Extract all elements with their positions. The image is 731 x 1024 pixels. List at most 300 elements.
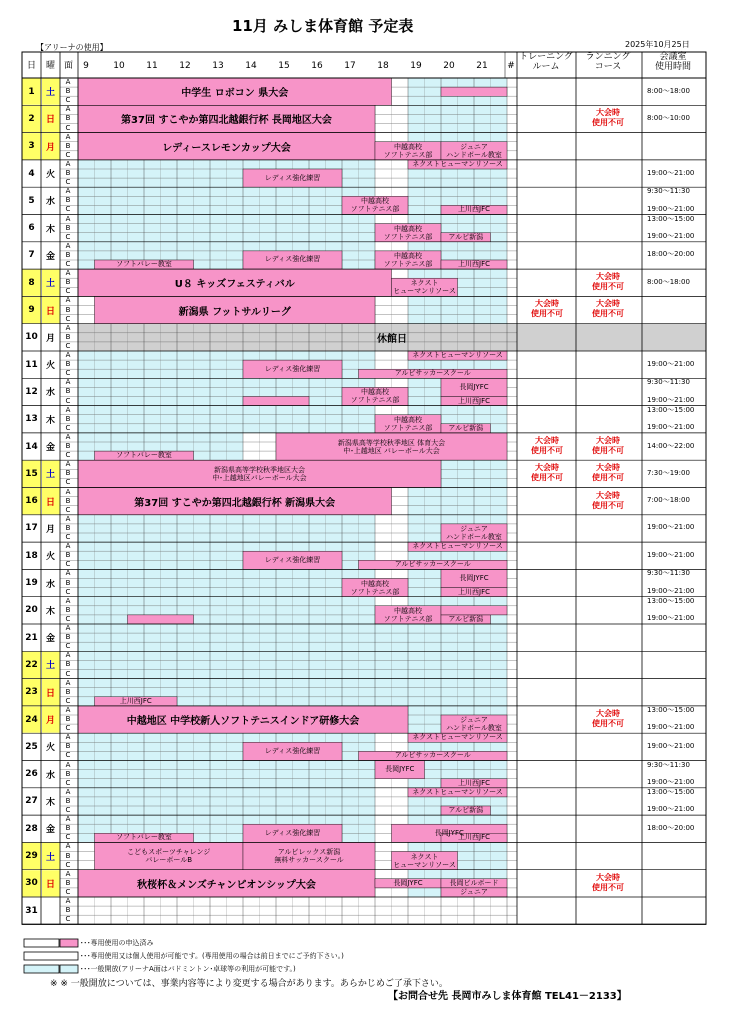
event-bar: レディス強化練習 <box>264 173 321 182</box>
court-label: A <box>65 323 71 332</box>
event-bar-line: ソフトテニス部 <box>383 614 433 623</box>
event-bar <box>95 842 244 869</box>
event-bar-line: ハンドボール教室 <box>446 532 502 541</box>
meeting-room-time: 19:00～21:00 <box>647 523 695 532</box>
court-label: C <box>65 860 71 869</box>
court-label: C <box>65 614 71 623</box>
court-label: B <box>65 442 71 450</box>
hour-label: 19 <box>410 61 422 71</box>
event-bar-line: こどもスポーツチャレンジ <box>127 848 211 857</box>
notice-line: 大会時 <box>596 872 620 882</box>
event-bar <box>375 606 441 624</box>
event-bar: 上川西JFC <box>458 833 490 842</box>
day-number: 13 <box>25 414 38 425</box>
court-label: C <box>65 96 71 105</box>
event-bar-line: ジュニア <box>460 716 488 725</box>
notice-not-available <box>581 873 635 893</box>
court-label: B <box>65 878 71 887</box>
event-bar-line: ソフトテニス部 <box>350 587 400 596</box>
notice-line: 大会時 <box>596 708 620 718</box>
weekday: 木 <box>45 606 55 617</box>
notice-line: 使用不可 <box>531 309 563 319</box>
day-number: 14 <box>25 441 38 452</box>
notice-not-available <box>581 272 635 292</box>
header-meeting-line2: 使用時間 <box>654 62 691 72</box>
meeting-room-time: 13:00～15:00 <box>647 214 695 223</box>
day-number: 27 <box>25 796 38 807</box>
event-bar-line: 中越高校 <box>394 606 422 615</box>
day-number: 1 <box>28 86 35 97</box>
court-label: B <box>65 250 71 259</box>
court-label: A <box>65 241 71 250</box>
event-bar <box>441 524 507 542</box>
event-bar-line: アルビレックス新潟 <box>277 848 341 857</box>
day-number: 16 <box>25 496 38 507</box>
day-number: 25 <box>25 741 38 752</box>
court-label: B <box>65 633 71 642</box>
court-label: A <box>65 378 71 387</box>
court-label: A <box>65 787 71 796</box>
event-bar: 上川西JFC <box>458 587 490 596</box>
court-label: C <box>65 669 71 678</box>
court-label: B <box>65 851 71 860</box>
day-number: 4 <box>28 168 35 179</box>
court-label: A <box>65 214 71 223</box>
event-bar: アルピ新潟 <box>448 614 484 623</box>
event-bar <box>441 715 507 733</box>
header-training-line1: トレーニング <box>519 52 573 62</box>
event-bar <box>78 460 441 487</box>
court-label: C <box>65 478 71 487</box>
court-label: C <box>65 560 71 569</box>
weekday: 金 <box>45 251 55 262</box>
notice-not-available <box>581 436 635 456</box>
court-label: C <box>65 205 71 214</box>
event-bar-line: ヒューマンリソース <box>393 860 456 869</box>
notice-not-available <box>520 463 574 483</box>
event-bar: 第37回 すこやか第四北越銀行杯 新潟県大会 <box>134 497 336 509</box>
court-label: A <box>65 842 71 851</box>
meeting-room-time: 13:00～15:00 <box>647 596 695 605</box>
notice-line: 使用不可 <box>592 309 624 319</box>
event-bar: ネクストヒューマンリソース <box>412 787 503 796</box>
court-label: C <box>65 314 71 323</box>
day-number: 8 <box>28 277 35 288</box>
event-bar-line: 中越高校 <box>394 224 422 233</box>
event-bar: 上川西JFC <box>458 260 490 269</box>
weekday: 火 <box>45 743 55 754</box>
issue-date: 2025年10月25日 <box>625 40 690 49</box>
court-label: C <box>65 887 71 896</box>
court-label: A <box>65 269 71 278</box>
court-label: B <box>65 523 71 532</box>
weekday: 土 <box>45 279 55 290</box>
meeting-room-time: 19:00～21:00 <box>647 231 695 240</box>
event-bar-line: ソフトテニス部 <box>383 150 433 159</box>
court-label: B <box>65 196 71 205</box>
event-bar-line: ソフトテニス部 <box>383 232 433 241</box>
event-bar: ネクストヒューマンリソース <box>412 159 503 168</box>
meeting-room-time: 19:00～21:00 <box>647 614 695 622</box>
court-label: C <box>65 833 71 842</box>
court-label: A <box>65 78 71 86</box>
weekday: 水 <box>45 197 55 208</box>
court-label: C <box>65 806 71 814</box>
event-bar-line: ヒューマンリソース <box>393 287 456 296</box>
court-label: C <box>65 341 71 350</box>
notice-line: 大会時 <box>596 490 620 500</box>
court-label: B <box>65 305 71 314</box>
event-bar: レディス強化練習 <box>264 746 321 755</box>
court-label: C <box>65 369 71 378</box>
day-number: 17 <box>25 523 38 534</box>
header-court: 面 <box>63 61 73 71</box>
event-bar: ネクストヒューマンリソース <box>412 351 503 360</box>
notice-line: 大会時 <box>535 299 559 309</box>
court-label: C <box>65 150 71 159</box>
court-label: B <box>65 223 71 232</box>
day-number: 18 <box>25 550 38 561</box>
event-bar <box>243 842 375 869</box>
court-label: B <box>65 742 71 751</box>
court-label: C <box>65 232 71 241</box>
weekday: 火 <box>45 552 55 563</box>
court-label: A <box>65 733 71 742</box>
event-bar: 上川西JFC <box>458 205 490 214</box>
hour-label: 20 <box>443 61 455 71</box>
notice-not-available <box>581 299 635 319</box>
footnote: ※ ※ 一般開放については、事業内容等により変更する場合があります。あらかじめご了承下さい。 <box>50 979 448 989</box>
day-number: 30 <box>25 878 38 889</box>
event-bar-line: ジュニア <box>460 142 488 151</box>
day-number: 2 <box>28 113 35 124</box>
meeting-room-time: 19:00～21:00 <box>647 586 695 595</box>
closed-day-label: 休館日 <box>377 333 407 345</box>
weekday: 木 <box>45 415 55 426</box>
court-label: A <box>65 405 71 414</box>
hour-label: 21 <box>476 61 488 71</box>
event-bar: レディス強化練習 <box>264 364 321 373</box>
event-bar <box>392 852 458 870</box>
event-bar-line: ハンドボール教室 <box>446 724 502 733</box>
event-bar: レディス強化練習 <box>264 828 321 837</box>
hour-label: 9 <box>83 61 89 71</box>
court-label: C <box>65 287 71 296</box>
day-number: 31 <box>25 905 38 916</box>
weekday: 月 <box>45 142 55 153</box>
court-label: B <box>65 332 71 341</box>
court-label: B <box>65 687 71 696</box>
header-weekday: 曜 <box>45 61 55 71</box>
event-bar: 上川西JFC <box>119 696 152 705</box>
notice-line: 使用不可 <box>592 718 624 728</box>
meeting-room-time: 7:30～19:00 <box>647 468 690 477</box>
court-label: B <box>65 796 71 805</box>
meeting-room-time: 19:00～21:00 <box>647 395 695 404</box>
meeting-room-time: 8:00～18:00 <box>647 86 690 95</box>
notice-not-available <box>520 299 574 319</box>
event-bar-line: 中越高校 <box>361 197 389 206</box>
court-label: A <box>65 569 71 578</box>
court-label: A <box>65 897 71 905</box>
event-bar-line: 中･上越地区バレーボール大会 <box>212 473 307 482</box>
event-bar-line: 新潟県高等学校秋季地区 体育大会 <box>337 438 446 447</box>
notice-not-available <box>581 709 635 729</box>
event-bar <box>342 196 408 214</box>
event-bar: 長岡JYFC <box>393 878 423 887</box>
meeting-room-time: 9:30～11:30 <box>647 378 690 387</box>
day-number: 11 <box>25 359 38 370</box>
event-bar-line: 中越高校 <box>394 142 422 151</box>
court-label: A <box>65 542 71 551</box>
event-bar-line: 無料サッカースクール <box>274 856 344 865</box>
event-bar <box>375 224 441 242</box>
weekday: 火 <box>45 361 55 372</box>
contact-info: 【お問合せ先 長岡市みしま体育館 TEL41－2133】 <box>388 991 627 1002</box>
court-label: A <box>65 105 71 114</box>
event-bar: 第37回 すこやか第四北越銀行杯 長岡地区大会 <box>121 115 332 127</box>
day-number: 3 <box>28 141 35 152</box>
day-number: 10 <box>25 332 38 343</box>
event-bar-line: ソフトテニス部 <box>350 396 400 405</box>
court-label: B <box>65 141 71 150</box>
weekday: 月 <box>45 333 55 344</box>
event-bar: 中越地区 中学校新人ソフトテニスインドア研修大会 <box>126 716 360 728</box>
notice-line: 使用不可 <box>592 500 624 510</box>
header-training-line2: ルーム <box>532 62 560 72</box>
weekday: 土 <box>45 88 55 99</box>
court-label: B <box>65 605 71 614</box>
court-label: A <box>65 514 71 523</box>
court-label: A <box>65 624 71 632</box>
court-label: B <box>65 551 71 560</box>
notice-not-available <box>581 491 635 511</box>
meeting-room-time: 7:00～18:00 <box>647 496 690 505</box>
header-meeting-line1: 会議室 <box>659 52 687 62</box>
notice-line: 使用不可 <box>531 473 563 483</box>
weekday: 日 <box>45 879 55 890</box>
day-number: 22 <box>25 659 38 670</box>
event-bar <box>392 278 458 296</box>
event-bar: 長岡JYFC <box>385 765 415 774</box>
meeting-room-time: 13:00～15:00 <box>647 705 695 714</box>
event-bar-line: ネクスト <box>410 279 439 288</box>
meeting-room-time: 19:00～21:00 <box>647 359 695 368</box>
weekday: 日 <box>45 497 55 508</box>
meeting-room-time: 19:00～21:00 <box>647 168 695 177</box>
event-bar: 長岡JYFC <box>434 828 464 837</box>
court-label: B <box>65 387 71 396</box>
event-bar: 長岡JYFC <box>459 573 489 582</box>
meeting-room-time: 19:00～21:00 <box>647 777 695 786</box>
meeting-room-time: 18:00～20:00 <box>647 823 695 832</box>
court-label: B <box>65 715 71 723</box>
meeting-room-time: 13:00～15:00 <box>647 787 695 796</box>
meeting-room-time: 18:00～20:00 <box>647 250 695 259</box>
day-number: 7 <box>28 250 35 261</box>
weekday: 金 <box>45 825 55 836</box>
court-label: C <box>65 505 71 514</box>
court-label: B <box>65 360 71 369</box>
event-bar: アルビサッカースクール <box>394 560 471 569</box>
court-label: A <box>65 460 71 469</box>
event-bar-line: 中越高校 <box>394 415 422 424</box>
day-number: 21 <box>25 632 38 643</box>
court-label: B <box>65 578 71 587</box>
event-bar: 上川西JFC <box>458 778 490 787</box>
day-number: 19 <box>25 578 38 589</box>
hour-label: 11 <box>146 61 158 71</box>
meeting-room-time: 19:00～21:00 <box>647 550 695 559</box>
event-bar: U８ キッズフェスティバル <box>174 279 295 291</box>
court-label: C <box>65 587 71 596</box>
day-number: 26 <box>25 769 38 780</box>
court-label: A <box>65 296 71 305</box>
notice-line: 大会時 <box>596 463 620 473</box>
notice-line: 使用不可 <box>592 882 624 892</box>
event-bar: レディス強化練習 <box>264 255 321 264</box>
event-bar <box>276 433 507 460</box>
hour-label: 17 <box>344 61 356 71</box>
court-label: C <box>65 696 71 705</box>
meeting-room-time: 9:30～11:30 <box>647 760 690 769</box>
weekday: 土 <box>45 852 55 863</box>
day-number: 12 <box>25 386 38 397</box>
court-label: B <box>65 906 71 915</box>
legend-available: ･･･専用使用又は個人使用が可能です。(専用使用の場合は前日までにご予約下さい。) <box>80 952 344 960</box>
event-bar: 秋桜杯＆メンズチャンピオンシップ大会 <box>137 879 316 891</box>
event-bar-line: ハンドボール教室 <box>446 150 502 159</box>
weekday: 金 <box>45 634 55 645</box>
hour-label: 13 <box>212 61 224 71</box>
meeting-room-time: 13:00～15:00 <box>647 405 695 414</box>
hour-label: 14 <box>245 61 257 71</box>
event-bar <box>375 142 441 160</box>
meeting-room-time: 19:00～21:00 <box>647 422 695 431</box>
court-label: B <box>65 169 71 177</box>
event-bar: ソフトバレー教室 <box>116 833 172 842</box>
weekday: 水 <box>45 388 55 399</box>
event-bar-line: 新潟県高等学校秋季地区大会 <box>214 465 305 474</box>
event-bar: ジュニア <box>460 887 488 896</box>
court-label: C <box>65 260 71 268</box>
court-label: A <box>65 596 71 605</box>
day-number: 20 <box>25 605 38 616</box>
day-number: 9 <box>28 305 35 316</box>
legend-public: ･･･一般開放(アリーナA面はバドミントン･卓球等の利用が可能です。) <box>80 965 296 973</box>
hour-label: 15 <box>278 61 290 71</box>
hour-label: 16 <box>311 61 323 71</box>
event-bar-line: 中越高校 <box>394 251 422 260</box>
court-label: C <box>65 423 71 432</box>
notice-line: 大会時 <box>596 272 620 282</box>
notice-line: 使用不可 <box>592 118 624 128</box>
meeting-room-time: 9:30～11:30 <box>647 569 690 578</box>
weekday: 土 <box>45 470 55 481</box>
court-label: A <box>65 869 71 878</box>
court-label: A <box>65 159 71 168</box>
weekday: 木 <box>45 797 55 808</box>
event-bar: ネクストヒューマンリソース <box>412 542 503 551</box>
event-bar-line: 中越高校 <box>361 388 389 397</box>
weekday: 火 <box>45 170 55 181</box>
court-label: C <box>65 533 71 541</box>
event-bar: 長岡JYFC <box>459 382 489 391</box>
notice-not-available <box>520 436 574 456</box>
court-label: C <box>65 123 71 132</box>
weekday: 金 <box>45 443 55 454</box>
event-bar <box>375 415 441 433</box>
court-label: A <box>65 705 71 714</box>
event-bar <box>441 142 507 160</box>
notice-line: 使用不可 <box>592 473 624 483</box>
meeting-room-time: 9:30～11:30 <box>647 187 690 196</box>
day-number: 24 <box>25 714 38 725</box>
court-label: B <box>65 278 71 287</box>
event-bar-line: 中･上越地区 バレーボール大会 <box>343 446 440 455</box>
court-label: C <box>65 751 71 760</box>
event-bar: ソフトバレー教室 <box>116 451 172 460</box>
notice-line: 使用不可 <box>592 282 624 292</box>
arena-usage-label: 【アリーナの使用】 <box>36 43 108 52</box>
event-bar: 新潟県 フットサルリーグ <box>178 306 291 318</box>
page-title: 11月 みしま体育館 予定表 <box>232 17 414 35</box>
header-hash: # <box>507 61 515 71</box>
weekday: 土 <box>45 661 55 672</box>
event-bar: レディースレモンカップ大会 <box>162 142 291 154</box>
event-bar: アルピ新潟 <box>448 423 484 432</box>
day-number: 29 <box>25 851 38 862</box>
day-number: 15 <box>25 468 38 479</box>
weekday: 日 <box>45 688 55 699</box>
event-bar <box>375 251 441 269</box>
court-label: B <box>65 87 71 96</box>
court-label: A <box>65 432 71 441</box>
weekday: 日 <box>45 306 55 317</box>
day-number: 6 <box>28 223 35 234</box>
header-day: 日 <box>26 61 36 71</box>
court-label: C <box>65 778 71 787</box>
court-label: B <box>65 824 71 833</box>
event-bar-line: ソフトテニス部 <box>350 205 400 214</box>
weekday: 日 <box>45 115 55 126</box>
meeting-room-time: 8:00～18:00 <box>647 277 690 286</box>
event-bar-line: 中越高校 <box>361 579 389 588</box>
event-bar: レディス強化練習 <box>264 555 321 564</box>
hour-label: 10 <box>113 61 125 71</box>
header-running-line1: ランニング <box>585 52 631 62</box>
meeting-room-time: 14:00～22:00 <box>647 441 695 450</box>
notice-not-available <box>581 463 635 483</box>
hour-label: 18 <box>377 61 389 71</box>
meeting-room-time: 8:00～10:00 <box>647 113 690 122</box>
court-label: A <box>65 815 71 824</box>
court-label: C <box>65 724 71 733</box>
legend-booked: ･･･専用使用の申込済み <box>80 939 154 947</box>
event-bar-line: バレーボールB <box>145 856 193 865</box>
court-label: A <box>65 187 71 196</box>
court-label: B <box>65 414 71 423</box>
event-bar-line: ソフトテニス部 <box>383 423 433 432</box>
event-bar: ネクストヒューマンリソース <box>412 733 503 742</box>
notice-line: 大会時 <box>535 435 559 445</box>
weekday: 水 <box>45 579 55 590</box>
notice-not-available <box>581 108 635 128</box>
court-label: A <box>65 651 71 660</box>
meeting-room-time: 19:00～21:00 <box>647 204 695 213</box>
court-label: C <box>65 178 71 187</box>
court-label: C <box>65 915 71 924</box>
